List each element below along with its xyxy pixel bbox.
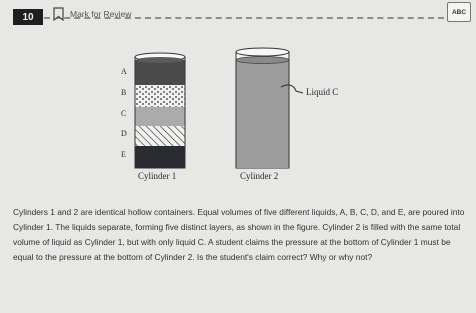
abc-label: ABC xyxy=(451,8,467,16)
cylinders-diagram xyxy=(0,30,476,190)
cylinder-2 xyxy=(236,48,303,168)
layer-label-e: E xyxy=(121,150,126,159)
question-header xyxy=(0,0,476,30)
cylinder-1 xyxy=(135,53,185,168)
layer-label-d: D xyxy=(121,129,127,138)
bookmark-icon[interactable] xyxy=(53,7,64,21)
layer-c xyxy=(135,107,185,126)
question-text: Cylinders 1 and 2 are identical hollow containers. Equal volumes of five different liquids, A, B, C, D, and E, are poured into Cylinder 1. The liquids separate, forming five distinct layers, as shown in the figure. Cylinder 2 is filled with the same total volume of liquid as Cylinder 1, but with only liquid C. A student claims the pressure at the bottom of Cylinder 1 must be equal to the pressure at the bottom of Cylinder 2. Is the student's claim correct? Why or why not? xyxy=(13,207,465,262)
cylinder-2-label: Cylinder 2 xyxy=(240,171,279,181)
cylinders-figure xyxy=(0,30,476,190)
question-number: 10 xyxy=(13,9,43,25)
layer-label-a: A xyxy=(121,67,127,76)
layer-a xyxy=(135,60,185,85)
liquid-c-fill xyxy=(236,60,289,168)
abc-toggle-button[interactable] xyxy=(447,2,471,22)
layer-label-c: C xyxy=(121,109,127,118)
layer-e xyxy=(135,146,185,168)
layer-d xyxy=(135,126,185,146)
cylinder-1-label: Cylinder 1 xyxy=(138,171,177,181)
liquid-c-label: Liquid C xyxy=(306,87,339,97)
mark-for-review-button[interactable]: Mark for Review xyxy=(70,9,132,19)
layer-b xyxy=(135,85,185,107)
layer-label-b: B xyxy=(121,88,127,97)
